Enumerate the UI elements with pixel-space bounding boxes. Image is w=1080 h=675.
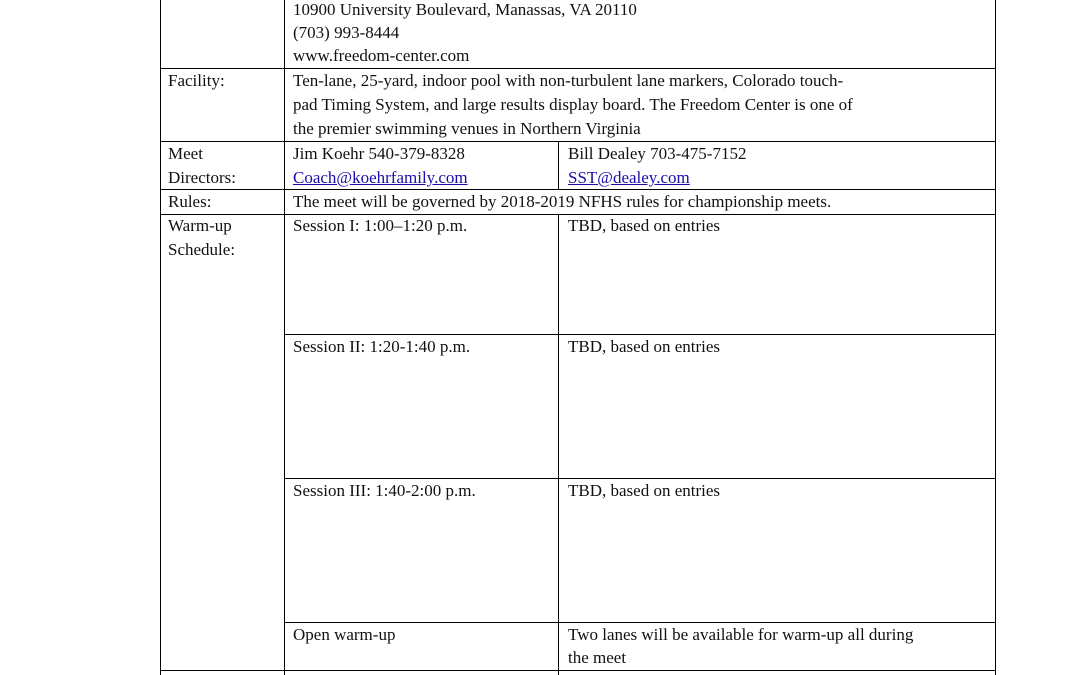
rules-text: The meet will be governed by 2018-2019 NFHS rules for championship meets.	[293, 192, 832, 211]
directors-label-line1: Meet	[168, 144, 203, 163]
session-3-detail: TBD, based on entries	[568, 481, 721, 500]
directors-label-line2: Directors:	[168, 168, 236, 187]
location-website[interactable]: www.freedom-center.com	[293, 46, 470, 65]
table-left-border	[160, 0, 161, 675]
open-warmup-detail-line1: Two lanes will be available for warm-up all during	[568, 625, 914, 644]
open-warmup-name: Open warm-up	[293, 625, 396, 644]
facility-text-line2: pad Timing System, and large results display board. The Freedom Center is one of	[293, 95, 853, 114]
session-2-detail: TBD, based on entries	[568, 337, 721, 356]
session-1-name: Session I: 1:00–1:20 p.m.	[293, 216, 468, 235]
director1-email-link[interactable]: Coach@koehrfamily.com	[293, 168, 468, 187]
director2-name-phone: Bill Dealey 703-475-7152	[568, 144, 747, 163]
director1-name-phone: Jim Koehr 540-379-8328	[293, 144, 465, 163]
warmup-label-line1: Warm-up	[168, 216, 232, 235]
location-address: 10900 University Boulevard, Manassas, VA 20110	[293, 0, 637, 19]
session-1-detail: TBD, based on entries	[568, 216, 721, 235]
warmup-label-line2: Schedule:	[168, 240, 236, 259]
open-warmup-detail-line2: the meet	[568, 648, 627, 667]
rules-label: Rules:	[168, 192, 212, 211]
session-2-name: Session II: 1:20-1:40 p.m.	[293, 337, 471, 356]
warmup-column-divider	[558, 214, 559, 675]
location-phone: (703) 993-8444	[293, 23, 400, 42]
directors-column-divider	[558, 141, 559, 189]
label-column-divider	[284, 0, 285, 675]
facility-label: Facility:	[168, 71, 225, 90]
facility-text-line3: the premier swimming venues in Northern Virginia	[293, 119, 641, 138]
table-right-border	[995, 0, 996, 675]
session-3-name: Session III: 1:40-2:00 p.m.	[293, 481, 476, 500]
facility-text-line1: Ten-lane, 25-yard, indoor pool with non-turbulent lane markers, Colorado touch-	[293, 71, 844, 90]
row-divider-bottom	[160, 670, 996, 671]
director2-email-link[interactable]: SST@dealey.com	[568, 168, 690, 187]
